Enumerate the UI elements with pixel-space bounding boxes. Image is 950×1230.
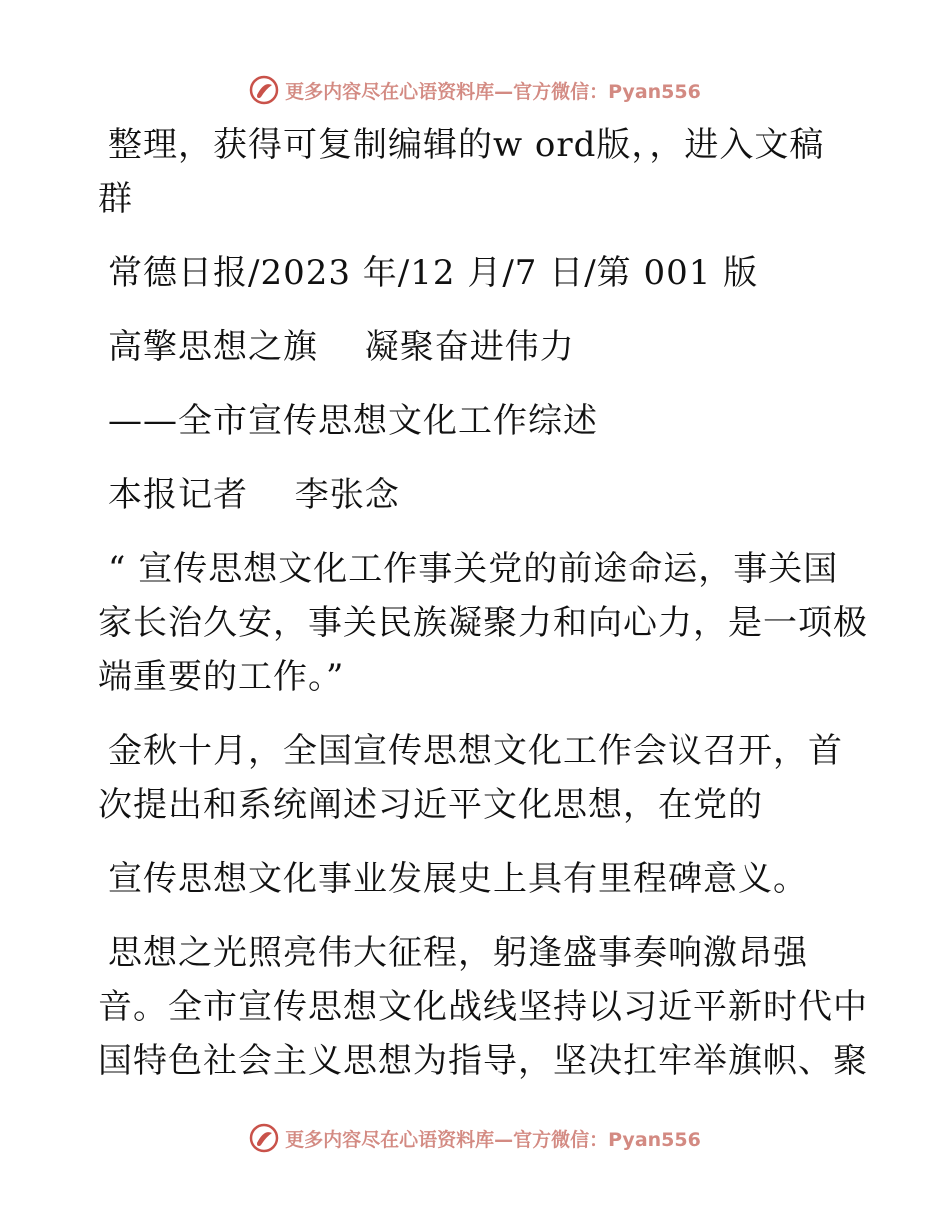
paragraph: [98, 246, 858, 300]
text-line: ——全市宣传思想文化工作综述: [108, 401, 598, 441]
paragraph: [98, 542, 868, 704]
paragraph-spacer: [98, 300, 858, 320]
header-watermark-banner: [0, 70, 950, 110]
paragraph: [98, 468, 858, 522]
text-line: 音。全市宣传思想文化战线坚持以习近平新时代中: [98, 987, 868, 1027]
document-body: [98, 118, 868, 1088]
text-line: 金秋十月，全国宣传思想文化工作会议召开，首: [108, 731, 843, 771]
paragraph: [98, 724, 858, 832]
paragraph: [98, 394, 858, 448]
text-line: 群: [98, 179, 133, 219]
paragraph-spacer: [98, 906, 858, 926]
text-line: 本报记者 李张念: [108, 475, 400, 515]
brand-logo-icon: [249, 75, 279, 105]
text-line: 整理，获得可复制编辑的w ord版，，进入文稿: [108, 125, 825, 165]
paragraph: [98, 926, 868, 1088]
text-line: 家长治久安，事关民族凝聚力和向心力，是一项极: [98, 603, 868, 643]
text-line: 国特色社会主义思想为指导，坚决扛牢举旗帜、聚: [98, 1041, 868, 1081]
paragraph: [98, 118, 858, 226]
text-line: “ 宣传思想文化工作事关党的前途命运，事关国: [108, 549, 839, 589]
text-line: 思想之光照亮伟大征程，躬逢盛事奏响激昂强: [108, 933, 808, 973]
watermark-text: 更多内容尽在心语资料库—官方微信：Pyan556: [285, 80, 701, 103]
footer-watermark-banner: [0, 1118, 950, 1158]
paragraph-spacer: [98, 704, 858, 724]
paragraph-spacer: [98, 448, 858, 468]
paragraph-spacer: [98, 374, 858, 394]
paragraph-spacer: [98, 522, 858, 542]
brand-logo-icon: [249, 1123, 279, 1153]
paragraph: [98, 852, 858, 906]
text-line: 宣传思想文化事业发展史上具有里程碑意义。: [108, 859, 808, 899]
paragraph: [98, 320, 858, 374]
watermark-text: 更多内容尽在心语资料库—官方微信：Pyan556: [285, 1128, 701, 1151]
paragraph-spacer: [98, 832, 858, 852]
text-line: 端重要的工作。”: [98, 657, 345, 697]
text-line: 常德日报/2023 年/12 月/7 日/第 001 版: [108, 253, 759, 293]
text-line: 高擎思想之旗 凝聚奋进伟力: [108, 327, 575, 367]
paragraph-spacer: [98, 226, 858, 246]
text-line: 次提出和系统阐述习近平文化思想，在党的: [98, 785, 763, 825]
